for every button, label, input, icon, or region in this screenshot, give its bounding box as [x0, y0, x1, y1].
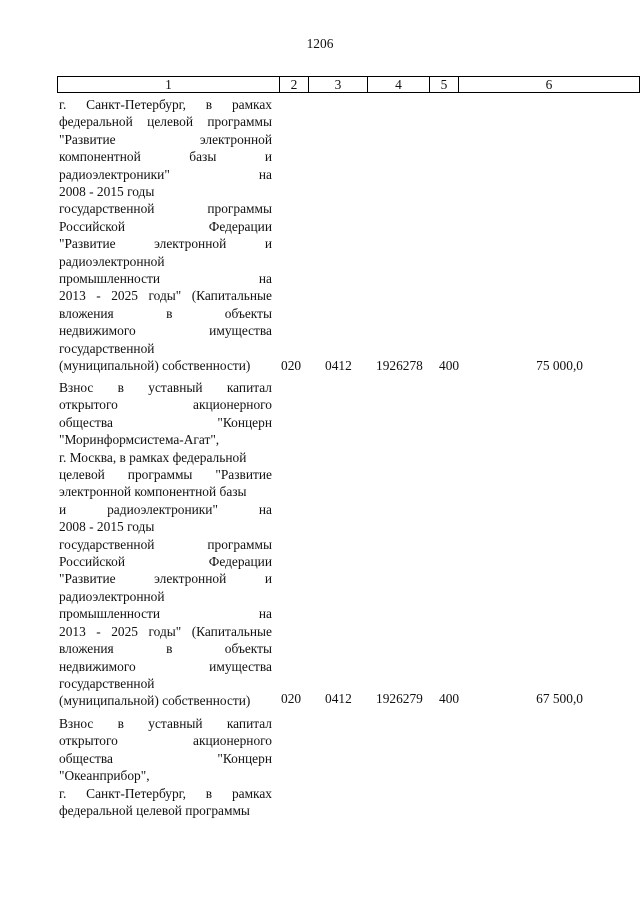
entry-line: государственной программы [59, 536, 272, 552]
entry-line: недвижимого имущества [59, 323, 272, 339]
column-header-4: 4 [368, 77, 430, 93]
entry-line: государственной программы [59, 201, 272, 217]
entry-line: электронной компонентной базы [59, 484, 247, 500]
entry-col5: 400 [439, 358, 460, 373]
entry-col6-amount: 75 000,0 [536, 358, 583, 373]
column-header-1: 1 [58, 77, 280, 93]
entry-line: Российской Федерации [59, 218, 272, 234]
column-header-2: 2 [280, 77, 309, 93]
entry-line: общества "Концерн [59, 414, 272, 430]
entry-line: радиоэлектроники" на [59, 166, 272, 182]
entry-line: радиоэлектронной [59, 253, 165, 269]
entry-line: 2008 - 2015 годы [59, 184, 155, 200]
entry-col3: 0412 [325, 358, 352, 373]
entry-line: г. Санкт-Петербург, в рамках [59, 97, 272, 112]
column-header-5: 5 [430, 77, 459, 93]
column-header-6: 6 [459, 77, 640, 93]
entry-col4: 1926279 [376, 691, 423, 706]
entry-line: и радиоэлектроники" на [59, 501, 272, 517]
entry-description [59, 96, 272, 375]
entry-line: общества "Концерн [59, 750, 272, 766]
column-header-row [57, 76, 640, 93]
entry-col5: 400 [439, 691, 460, 706]
entry-line: (муниципальной) собственности) [59, 358, 251, 374]
entry-line: компонентной базы и [59, 149, 272, 165]
entry-line: "Океанприбор", [59, 768, 150, 784]
entry-line: промышленности на [59, 606, 272, 622]
entry-col2: 020 [281, 358, 302, 373]
entry-col6-amount: 67 500,0 [536, 691, 583, 706]
entry-col2: 020 [281, 691, 302, 706]
entry-line: федеральной целевой программы [59, 114, 272, 130]
page-number: 1206 [306, 36, 334, 51]
entry-line: федеральной целевой программы [59, 803, 250, 819]
entry-line: Взнос в уставный капитал [59, 380, 272, 395]
entry-line: Российской Федерации [59, 554, 272, 570]
entry-line: открытого акционерного [59, 733, 272, 749]
entry-line: (муниципальной) собственности) [59, 693, 251, 709]
entry-line: 2013 - 2025 годы" (Капитальные [59, 623, 272, 639]
entry-line: Взнос в уставный капитал [59, 716, 272, 731]
entry-line: открытого акционерного [59, 397, 272, 413]
entry-line: "Моринформсистема-Агат", [59, 432, 220, 448]
column-header-3: 3 [309, 77, 368, 93]
entry-line: 2013 - 2025 годы" (Капитальные [59, 288, 272, 304]
entry-line: недвижимого имущества [59, 658, 272, 674]
entry-col3: 0412 [325, 691, 352, 706]
entry-col4: 1926278 [376, 358, 423, 373]
entry-line: государственной [59, 340, 155, 356]
entry-line: вложения в объекты [59, 641, 272, 657]
entry-line: "Развитие электронной [59, 131, 272, 147]
entry-line: "Развитие электронной и [59, 236, 272, 252]
entry-line: целевой программы "Развитие [59, 467, 272, 483]
entry-line: государственной [59, 675, 155, 691]
entry-line: г. Москва, в рамках федеральной [59, 449, 247, 465]
entry-line: промышленности на [59, 271, 272, 287]
entry-line: "Развитие электронной и [59, 571, 272, 587]
entry-description [59, 379, 272, 710]
entry-line: г. Санкт-Петербург, в рамках [59, 785, 272, 801]
entry-line: радиоэлектронной [59, 588, 165, 604]
entry-description [59, 715, 272, 819]
entry-line: вложения в объекты [59, 305, 272, 321]
entry-line: 2008 - 2015 годы [59, 519, 155, 535]
